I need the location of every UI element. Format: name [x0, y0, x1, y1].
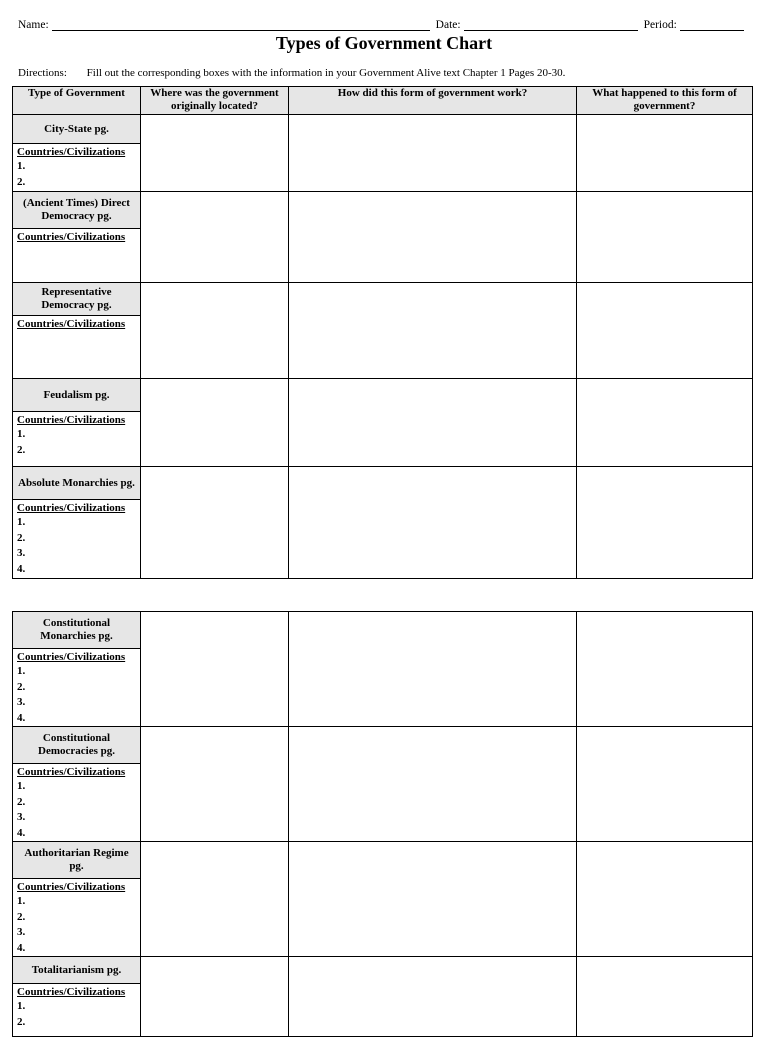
location-answer-cell[interactable] [141, 612, 289, 727]
directions [18, 67, 565, 80]
period-label: Period: [643, 19, 677, 31]
name-field[interactable] [52, 19, 430, 31]
what-happened-answer-cell[interactable] [577, 115, 753, 192]
table-row [13, 115, 753, 192]
location-answer-cell[interactable] [141, 842, 289, 957]
government-type-label: Totalitarianism pg. [13, 957, 140, 984]
column-header-type: Type of Government [13, 87, 141, 115]
how-it-worked-answer-cell[interactable] [289, 467, 577, 579]
countries-list [13, 779, 140, 841]
header-line [18, 15, 749, 31]
location-answer-cell[interactable] [141, 467, 289, 579]
list-item[interactable]: 1. [17, 665, 26, 677]
location-answer-cell[interactable] [141, 115, 289, 192]
list-item[interactable]: 2. [17, 910, 26, 923]
list-item[interactable]: 4. [17, 941, 26, 954]
table-row [13, 612, 753, 727]
how-it-worked-answer-cell[interactable] [289, 283, 577, 379]
countries-civilizations-label: Countries/Civilizations [17, 146, 126, 158]
list-item[interactable]: 1. [17, 780, 26, 792]
countries-civilizations-label: Countries/Civilizations [17, 231, 126, 243]
countries-civilizations-label: Countries/Civilizations [17, 986, 126, 998]
list-item[interactable]: 4. [17, 711, 26, 724]
government-type-label: Feudalism pg. [13, 379, 140, 412]
list-item[interactable]: 3. [17, 547, 26, 559]
how-it-worked-answer-cell[interactable] [289, 379, 577, 467]
what-happened-answer-cell[interactable] [577, 467, 753, 579]
government-type-label: Representative Democracy pg. [13, 283, 140, 316]
how-it-worked-answer-cell[interactable] [289, 115, 577, 192]
government-type-cell [13, 727, 141, 842]
table-row [13, 192, 753, 283]
how-it-worked-answer-cell[interactable] [289, 612, 577, 727]
what-happened-answer-cell[interactable] [577, 192, 753, 283]
government-type-cell [13, 612, 141, 727]
government-type-cell [13, 283, 141, 379]
list-item[interactable]: 2. [17, 175, 26, 188]
list-item[interactable]: 1. [17, 1000, 26, 1012]
table-row [13, 379, 753, 467]
list-item[interactable]: 1. [17, 160, 26, 172]
countries-civilizations-label: Countries/Civilizations [17, 414, 126, 426]
how-it-worked-answer-cell[interactable] [289, 192, 577, 283]
government-type-cell [13, 379, 141, 467]
table-row [13, 842, 753, 957]
list-item[interactable]: 2. [17, 443, 26, 456]
government-type-cell [13, 842, 141, 957]
how-it-worked-answer-cell[interactable] [289, 842, 577, 957]
countries-civilizations-label: Countries/Civilizations [17, 766, 126, 778]
list-item[interactable]: 4. [17, 826, 26, 839]
government-type-cell [13, 957, 141, 1037]
list-item[interactable]: 1. [17, 895, 26, 907]
page-title: Types of Government Chart [275, 33, 493, 53]
countries-civilizations-label: Countries/Civilizations [17, 881, 126, 893]
countries-list [13, 427, 140, 458]
list-item[interactable]: 2. [17, 1015, 26, 1028]
how-it-worked-answer-cell[interactable] [289, 727, 577, 842]
government-type-cell [13, 467, 141, 579]
location-answer-cell[interactable] [141, 192, 289, 283]
countries-list [13, 894, 140, 956]
name-label: Name: [18, 19, 49, 31]
countries-list [13, 515, 140, 577]
list-item[interactable]: 2. [17, 680, 26, 693]
countries-list [13, 664, 140, 726]
countries-civilizations-label: Countries/Civilizations [17, 318, 126, 330]
government-table-2 [12, 611, 752, 1037]
what-happened-answer-cell[interactable] [577, 727, 753, 842]
countries-list [13, 999, 140, 1030]
directions-label: Directions: [18, 67, 67, 79]
what-happened-answer-cell[interactable] [577, 842, 753, 957]
column-header-location: Where was the government originally located? [141, 87, 289, 115]
government-type-label: Constitutional Democracies pg. [13, 727, 140, 764]
government-type-label: (Ancient Times) Direct Democracy pg. [13, 192, 140, 229]
location-answer-cell[interactable] [141, 283, 289, 379]
what-happened-answer-cell[interactable] [577, 379, 753, 467]
government-type-label: Absolute Monarchies pg. [13, 467, 140, 500]
government-type-label: Authoritarian Regime pg. [13, 842, 140, 879]
what-happened-answer-cell[interactable] [577, 957, 753, 1037]
government-type-label: Constitutional Monarchies pg. [13, 612, 140, 649]
list-item[interactable]: 4. [17, 562, 26, 575]
date-field[interactable] [464, 19, 638, 31]
table-row [13, 727, 753, 842]
what-happened-answer-cell[interactable] [577, 612, 753, 727]
list-item[interactable]: 3. [17, 926, 26, 938]
table-row [13, 957, 753, 1037]
countries-civilizations-label: Countries/Civilizations [17, 502, 126, 514]
government-table-1 [12, 86, 752, 579]
directions-text: Fill out the corresponding boxes with the information in your Government Alive text Chapter 1 Pages 20-30. [86, 67, 566, 79]
government-type-label: City-State pg. [13, 115, 140, 144]
countries-list [13, 159, 140, 190]
government-type-cell [13, 192, 141, 283]
list-item[interactable]: 3. [17, 696, 26, 708]
date-label: Date: [435, 19, 461, 31]
list-item[interactable]: 2. [17, 795, 26, 808]
table-row [13, 467, 753, 579]
how-it-worked-answer-cell[interactable] [289, 957, 577, 1037]
column-header-how-it-worked: How did this form of government work? [289, 87, 577, 115]
countries-civilizations-label: Countries/Civilizations [17, 651, 126, 663]
column-header-what-happened: What happened to this form of government? [577, 87, 753, 115]
what-happened-answer-cell[interactable] [577, 283, 753, 379]
location-answer-cell[interactable] [141, 727, 289, 842]
list-item[interactable]: 2. [17, 531, 26, 544]
period-field[interactable] [680, 19, 744, 31]
government-type-cell [13, 115, 141, 192]
list-item[interactable]: 1. [17, 428, 26, 440]
location-answer-cell[interactable] [141, 379, 289, 467]
location-answer-cell[interactable] [141, 957, 289, 1037]
list-item[interactable]: 1. [17, 516, 26, 528]
list-item[interactable]: 3. [17, 811, 26, 823]
table-row [13, 283, 753, 379]
